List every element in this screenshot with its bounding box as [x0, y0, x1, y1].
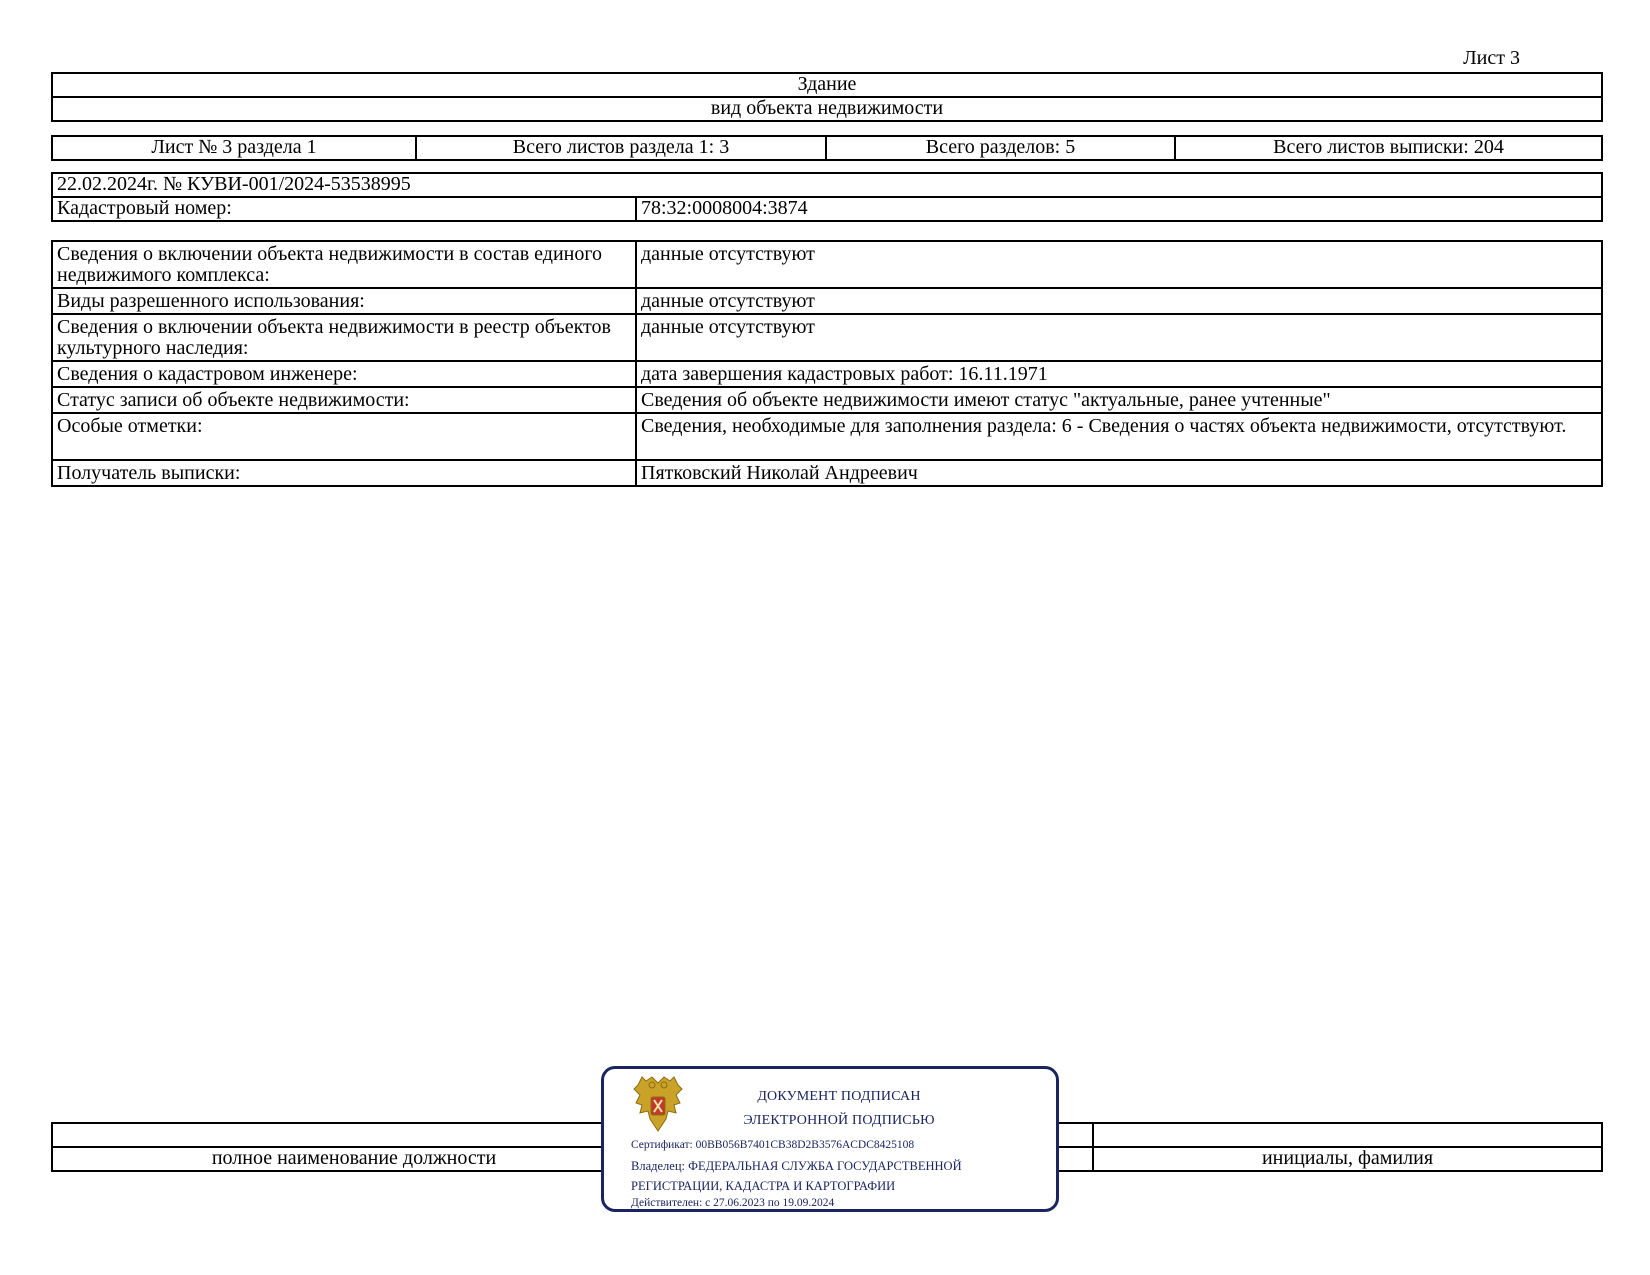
pages-info-table	[51, 135, 1603, 161]
position-caption: полное наименование должности	[52, 1147, 656, 1171]
position-field	[52, 1123, 656, 1147]
coat-of-arms-icon	[632, 1075, 684, 1135]
object-type: Здание	[52, 73, 1602, 97]
detail-label: Виды разрешенного использования:	[52, 288, 636, 314]
table-row	[52, 361, 1602, 387]
detail-value: данные отсутствуют	[636, 314, 1602, 361]
table-row	[52, 413, 1602, 460]
stamp-owner-line1: Владелец: ФЕДЕРАЛЬНАЯ СЛУЖБА ГОСУДАРСТВЕННОЙ	[631, 1159, 962, 1173]
detail-value: Сведения, необходимые для заполнения раздела: 6 - Сведения о частях объекта недвижимости, отсутствуют.	[636, 413, 1602, 460]
extract-sheets-total: Всего листов выписки: 204	[1175, 136, 1602, 160]
detail-value: Пятковский Николай Андреевич	[636, 460, 1602, 486]
object-type-caption: вид объекта недвижимости	[52, 97, 1602, 121]
table-row	[52, 241, 1602, 288]
sheet-label: Лист 3	[1463, 47, 1520, 69]
detail-label: Особые отметки:	[52, 413, 636, 460]
detail-label: Получатель выписки:	[52, 460, 636, 486]
section-sheets-total: Всего листов раздела 1: 3	[416, 136, 826, 160]
table-row	[52, 460, 1602, 486]
sections-total: Всего разделов: 5	[826, 136, 1175, 160]
name-field	[1093, 1123, 1602, 1147]
table-row	[52, 288, 1602, 314]
sheet-number: Лист № 3 раздела 1	[52, 136, 416, 160]
detail-value: Сведения об объекте недвижимости имеют статус "актуальные, ранее учтенные"	[636, 387, 1602, 413]
table-row	[52, 387, 1602, 413]
detail-label: Сведения о включении объекта недвижимости в состав единого недвижимого комплекса:	[52, 241, 636, 288]
name-caption: инициалы, фамилия	[1093, 1147, 1602, 1171]
object-type-table	[51, 72, 1603, 122]
electronic-signature-stamp	[601, 1066, 1059, 1212]
stamp-certificate: Сертификат: 00BB056B7401CB38D2B3576ACDC8425108	[631, 1139, 915, 1151]
stamp-owner-line2: РЕГИСТРАЦИИ, КАДАСТРА И КАРТОГРАФИИ	[631, 1179, 896, 1193]
document-id-table	[51, 172, 1603, 222]
detail-label: Сведения о кадастровом инженере:	[52, 361, 636, 387]
stamp-validity: Действителен: с 27.06.2023 по 19.09.2024	[631, 1197, 835, 1209]
document-date-number: 22.02.2024г. № КУВИ-001/2024-53538995	[52, 173, 1602, 197]
detail-label: Сведения о включении объекта недвижимости в реестр объектов культурного наследия:	[52, 314, 636, 361]
detail-value: дата завершения кадастровых работ: 16.11.1971	[636, 361, 1602, 387]
detail-value: данные отсутствуют	[636, 288, 1602, 314]
detail-label: Статус записи об объекте недвижимости:	[52, 387, 636, 413]
cadastral-number-label: Кадастровый номер:	[52, 197, 636, 221]
cadastral-number-value: 78:32:0008004:3874	[636, 197, 1602, 221]
stamp-title-line1: ДОКУМЕНТ ПОДПИСАН	[757, 1089, 921, 1104]
detail-value: данные отсутствуют	[636, 241, 1602, 288]
table-row	[52, 314, 1602, 361]
stamp-title-line2: ЭЛЕКТРОННОЙ ПОДПИСЬЮ	[743, 1113, 935, 1128]
details-table	[51, 240, 1603, 487]
